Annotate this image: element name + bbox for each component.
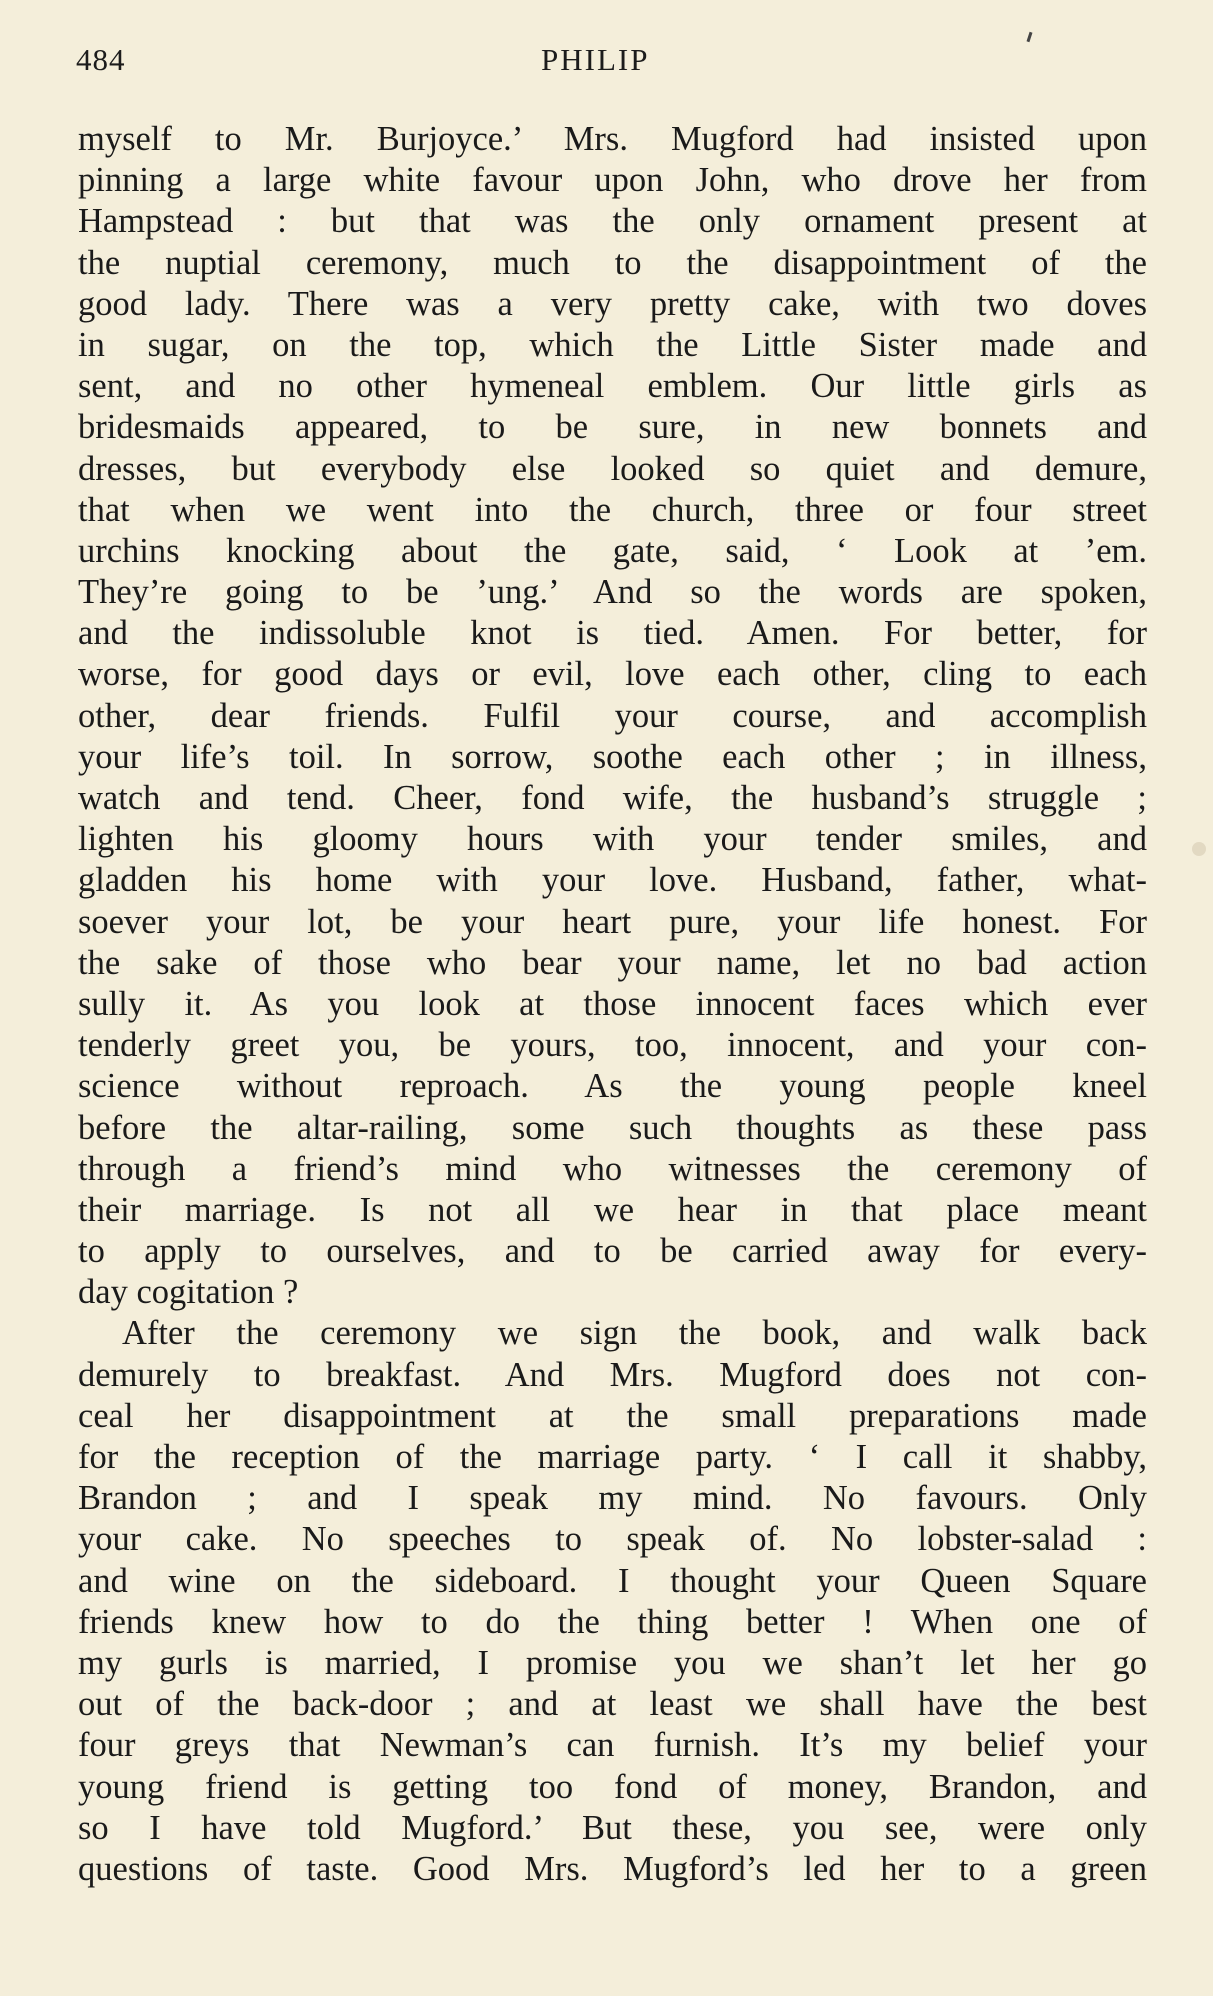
text-line: before the altar-railing, some such thoughts as these pass xyxy=(78,1108,1147,1147)
paragraph-end-line: day cogitation ? xyxy=(78,1273,299,1312)
text-line: your life’s toil. In sorrow, soothe each other ; in illness, xyxy=(78,737,1147,776)
text-line: dresses, but everybody else looked so quiet and demure, xyxy=(78,449,1147,488)
text-line: for the reception of the marriage party. ‘ I call it shabby, xyxy=(78,1438,1147,1476)
ink-mark xyxy=(1027,32,1033,42)
text-line: and the indissoluble knot is tied. Amen. For better, for xyxy=(78,614,1147,653)
text-line: They’re going to be ’ung.’ And so the words are spoken, xyxy=(78,573,1147,612)
text-line: soever your lot, be your heart pure, your life honest. For xyxy=(78,902,1147,941)
text-line: their marriage. Is not all we hear in that place meant xyxy=(78,1190,1147,1229)
text-line: watch and tend. Cheer, fond wife, the husband’s struggle ; xyxy=(78,779,1147,817)
text-line: sully it. As you look at those innocent faces which ever xyxy=(78,984,1147,1023)
text-line: your cake. No speeches to speak of. No lobster-salad : xyxy=(78,1520,1147,1559)
text-line: sent, and no other hymeneal emblem. Our little girls as xyxy=(78,367,1147,406)
text-line: and wine on the sideboard. I thought your Queen Square xyxy=(78,1561,1147,1600)
text-line: four greys that Newman’s can furnish. It’s my belief your xyxy=(78,1726,1147,1765)
text-line: lighten his gloomy hours with your tender smiles, and xyxy=(78,820,1147,859)
page-header xyxy=(76,42,1146,82)
paper-spot xyxy=(1192,842,1206,856)
text-line: myself to Mr. Burjoyce.’ Mrs. Mugford had insisted upon xyxy=(78,120,1147,158)
text-line: young friend is getting too fond of money, Brandon, and xyxy=(78,1767,1147,1806)
text-line: out of the back-door ; and at least we shall have the best xyxy=(78,1685,1147,1724)
text-line: to apply to ourselves, and to be carried away for every- xyxy=(78,1232,1147,1271)
text-line: that when we went into the church, three or four street xyxy=(78,490,1147,529)
text-line: ceal her disappointment at the small preparations made xyxy=(78,1396,1147,1435)
text-line: worse, for good days or evil, love each other, cling to each xyxy=(78,655,1147,694)
text-line: tenderly greet you, be yours, too, innocent, and your con- xyxy=(78,1026,1147,1065)
text-line: friends knew how to do the thing better ! When one of xyxy=(78,1602,1147,1641)
text-line: the nuptial ceremony, much to the disappointment of the xyxy=(78,243,1147,282)
text-line: in sugar, on the top, which the Little Sister made and xyxy=(78,325,1147,364)
text-line: science without reproach. As the young people kneel xyxy=(78,1067,1147,1106)
text-line: the sake of those who bear your name, let no bad action xyxy=(78,943,1147,982)
text-line: urchins knocking about the gate, said, ‘ Look at ’em. xyxy=(78,531,1147,570)
text-line: pinning a large white favour upon John, who drove her from xyxy=(78,161,1147,200)
text-line: so I have told Mugford.’ But these, you see, were only xyxy=(78,1808,1147,1847)
text-line: through a friend’s mind who witnesses the ceremony of xyxy=(78,1149,1147,1188)
paragraph-start-line: After the ceremony we sign the book, and walk back xyxy=(122,1314,1147,1353)
text-line: Brandon ; and I speak my mind. No favours. Only xyxy=(78,1479,1147,1518)
page-number: 484 xyxy=(76,42,126,77)
text-line: my gurls is married, I promise you we shan’t let her go xyxy=(78,1643,1147,1682)
body-text xyxy=(78,119,1147,1890)
text-line: other, dear friends. Fulfil your course, and accomplish xyxy=(78,696,1147,735)
text-line: good lady. There was a very pretty cake, with two doves xyxy=(78,284,1147,323)
text-line: demurely to breakfast. And Mrs. Mugford does not con- xyxy=(78,1355,1147,1394)
running-title: PHILIP xyxy=(541,42,650,77)
text-line: gladden his home with your love. Husband, father, what- xyxy=(78,861,1147,900)
text-line: bridesmaids appeared, to be sure, in new bonnets and xyxy=(78,408,1147,447)
text-line: questions of taste. Good Mrs. Mugford’s led her to a green xyxy=(78,1849,1147,1888)
text-line: Hampstead : but that was the only ornament present at xyxy=(78,202,1147,241)
